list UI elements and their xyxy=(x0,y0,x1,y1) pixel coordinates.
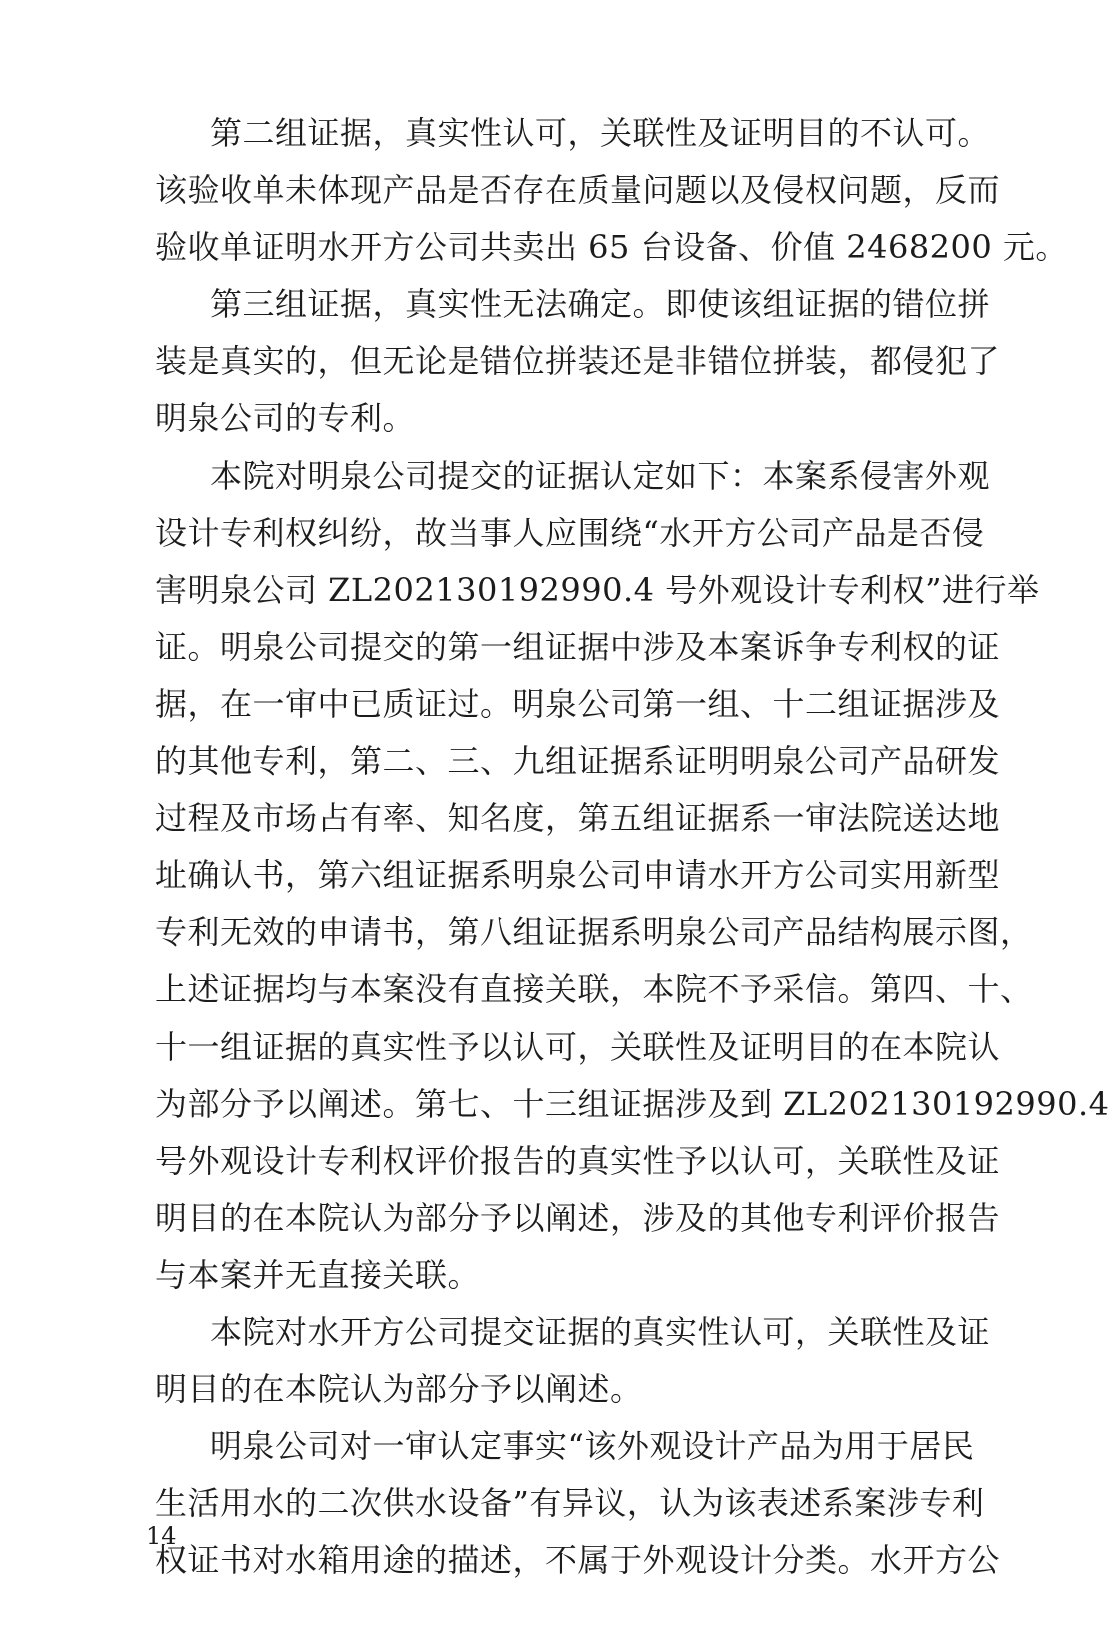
text-line: 与本案并无直接关联。 xyxy=(155,1255,481,1294)
page-number: 14 xyxy=(146,1522,177,1550)
text-line: 第三组证据，真实性无法确定。即使该组证据的错位拼 xyxy=(210,285,991,324)
text-line: 明泉公司的专利。 xyxy=(155,399,416,438)
body-text xyxy=(155,105,1110,1589)
text-line: 过程及市场占有率、知名度，第五组证据系一审法院送达地 xyxy=(155,799,1001,838)
text-line: 设计专利权纠纷，故当事人应围绕“水开方公司产品是否侵 xyxy=(155,513,985,552)
text-line: 明目的在本院认为部分予以阐述。 xyxy=(155,1370,643,1409)
text-line: 为部分予以阐述。第七、十三组证据涉及到 ZL202130192990.4 xyxy=(155,1084,1110,1123)
text-line: 证。明泉公司提交的第一组证据中涉及本案诉争专利权的证 xyxy=(155,627,1001,666)
text-line: 害明泉公司 ZL202130192990.4 号外观设计专利权”进行举 xyxy=(155,570,1040,609)
text-line: 权证书对水箱用途的描述，不属于外观设计分类。水开方公 xyxy=(155,1541,1001,1580)
text-line: 号外观设计专利权评价报告的真实性予以认可，关联性及证 xyxy=(155,1141,1001,1180)
text-line: 十一组证据的真实性予以认可，关联性及证明目的在本院认 xyxy=(155,1027,1001,1066)
text-line: 上述证据均与本案没有直接关联，本院不予采信。第四、十、 xyxy=(155,970,1033,1009)
text-line: 本院对明泉公司提交的证据认定如下：本案系侵害外观 xyxy=(210,456,991,495)
text-line: 本院对水开方公司提交证据的真实性认可，关联性及证 xyxy=(210,1312,991,1351)
text-line: 专利无效的申请书，第八组证据系明泉公司产品结构展示图， xyxy=(155,913,1033,952)
text-line: 明目的在本院认为部分予以阐述，涉及的其他专利评价报告 xyxy=(155,1198,1001,1237)
text-line: 验收单证明水开方公司共卖出 65 台设备、价值 2468200 元。 xyxy=(155,228,1068,267)
text-line: 生活用水的二次供水设备”有异议，认为该表述系案涉专利 xyxy=(155,1484,985,1523)
text-line: 的其他专利，第二、三、九组证据系证明明泉公司产品研发 xyxy=(155,742,1001,781)
text-line: 明泉公司对一审认定事实“该外观设计产品为用于居民 xyxy=(210,1427,975,1466)
text-line: 址确认书，第六组证据系明泉公司申请水开方公司实用新型 xyxy=(155,856,1001,895)
text-line: 据，在一审中已质证过。明泉公司第一组、十二组证据涉及 xyxy=(155,684,1001,723)
text-line: 该验收单未体现产品是否存在质量问题以及侵权问题，反而 xyxy=(155,171,1001,210)
text-line: 第二组证据，真实性认可，关联性及证明目的不认可。 xyxy=(210,114,991,152)
text-line: 装是真实的，但无论是错位拼装还是非错位拼装，都侵犯了 xyxy=(155,342,1001,381)
